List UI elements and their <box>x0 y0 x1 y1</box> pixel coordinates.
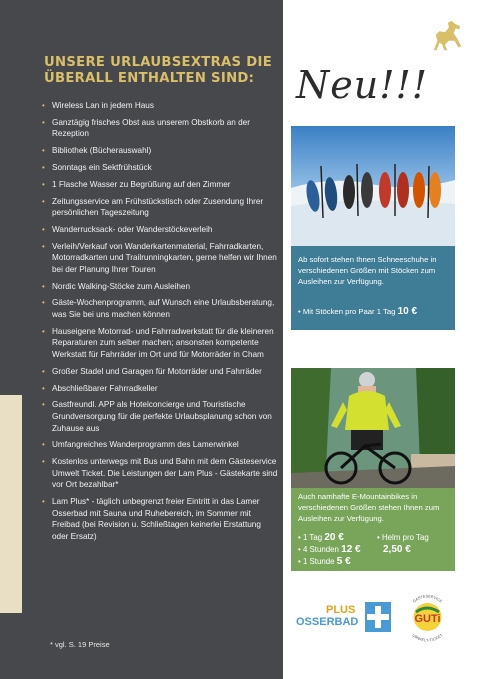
bullet-icon: • <box>42 101 45 110</box>
bullet-icon: • <box>42 146 45 156</box>
helmet-price-value: 2,50 € <box>383 544 411 555</box>
list-item: • Zeitungsservice am Frühstückstisch oder Zusendung Ihrer persönlichen Tageszeitung <box>42 196 264 218</box>
list-item: • Bibliothek (Bücherauswahl) <box>42 146 152 156</box>
snowshoe-price-value: 10 € <box>397 306 418 317</box>
new-headline: Neu!!! <box>296 63 429 107</box>
list-item: • Gastfreundl. APP als Hotelconcierge und Touristische Grundversorgung für die perfekte Urlaubsplanung schon von Zuhause aus <box>42 400 272 433</box>
list-item: • Wanderrucksack- oder Wanderstöckeverleih <box>42 224 213 234</box>
ebike-photo <box>291 368 455 488</box>
snowshoes-photo <box>291 126 455 246</box>
list-item: • Ganztägig frisches Obst aus unserem Obstkorb an der Rezeption <box>42 117 250 139</box>
list-item: • Gäste-Wochenprogramm, auf Wunsch eine Urlaubsberatung, was Sie bei uns machen können <box>42 298 275 319</box>
list-item: • Wireless Lan in jedem Haus <box>42 101 154 110</box>
helmet-price-label: • Helm pro Tag <box>377 533 429 542</box>
heading-line-2: ÜBERALL ENTHALTEN SIND: <box>44 71 255 86</box>
ebike-price-4hours: • 4 Stunden 12 € <box>298 544 361 555</box>
snowshoe-text: Ab sofort stehen Ihnen Schneeschuhe in verschiedenen Größen mit Stöcken zum Ausleihen zur Verfügung. <box>298 255 437 286</box>
plus-osserbad-logo <box>296 599 396 639</box>
list-item: • Großer Stadel und Garagen für Motorräder und Fahrräder <box>42 366 262 376</box>
snowshoe-info-panel <box>291 246 455 330</box>
list-item: • Sonntags ein Sektfrühstück <box>42 162 152 172</box>
list-item: • Verleih/Verkauf von Wanderkartenmaterial, Fahrradkarten, Motorradkarten und Trailrunningkarten, gerne helfen wir Ihnen bei der Planung Ihrer Touren <box>42 241 277 274</box>
bullet-icon: • <box>42 366 45 376</box>
bullet-icon: • <box>42 162 45 172</box>
guti-text: GUTi <box>414 613 441 625</box>
bullet-icon: • <box>42 326 45 336</box>
extras-list <box>42 100 278 548</box>
bullet-icon: • <box>42 241 45 251</box>
bullet-icon: • <box>42 224 45 234</box>
ebike-text: Auch namhafte E-Mountainbikes in verschiedenen Größen stehen Ihnen zum Ausleihen zur Verfügung. <box>298 492 440 523</box>
list-item: • Lam Plus* - täglich unbegrenzt freier Eintritt in das Lamer Osserbad mit Sauna und Ruhebereich, im Sommer mit Freibad (bei Revision u. Schließtagen keinerlei Erstattung oder Ersatz) <box>42 497 261 541</box>
list-item: • Nordic Walking-Stöcke zum Ausleihen <box>42 281 191 291</box>
osserbad-text: OSSERBAD <box>296 616 359 628</box>
ebike-price-1day: • 1 Tag 20 € <box>298 532 344 543</box>
bullet-icon: • <box>42 457 45 467</box>
bullet-icon: • <box>42 497 45 507</box>
guti-ring-bottom-text: UMWELT-TICKET <box>411 633 444 642</box>
footnote: * vgl. S. 19 Preise <box>50 640 110 649</box>
page-heading <box>44 55 274 87</box>
list-item: • Hauseigene Motorrad- und Fahrradwerkstatt für die kleineren Reparaturen zum selber machen; ansonsten kompetente Werkstatt für Fahrräder im Ort und für Motorräder in Cham <box>42 326 274 359</box>
bullet-icon: • <box>42 400 45 410</box>
list-item: • Umfangreiches Wanderprogramm des Lamerwinkel <box>42 440 239 450</box>
snowshoe-price: • Mit Stöcken pro Paar 1 Tag 10 € <box>298 306 418 317</box>
bullet-icon: • <box>42 383 45 393</box>
bullet-icon: • <box>42 281 45 291</box>
heading-line-1: UNSERE URLAUBSEXTRAS DIE <box>44 55 273 70</box>
bullet-icon: • <box>42 179 45 189</box>
bullet-icon: • <box>42 440 45 450</box>
list-item: • Abschließbarer Fahrradkeller <box>42 383 158 393</box>
guti-ring-top-text: GÄSTESERVICE <box>412 594 443 604</box>
ebike-price-1hour: • 1 Stunde 5 € <box>298 556 351 567</box>
list-item: • Kostenlos unterwegs mit Bus und Bahn mit dem Gästeservice Umwelt Ticket. Die Leistungen der Lam Plus - Gästekarte sind vor Ort bezahlbar* <box>42 457 278 490</box>
gold-accent-bar <box>0 395 22 613</box>
bullet-icon: • <box>42 196 45 206</box>
bullet-icon: • <box>42 298 45 308</box>
horse-logo-icon <box>428 18 466 54</box>
list-item: • 1 Flasche Wasser zu Begrüßung auf den Zimmer <box>42 179 231 189</box>
guti-logo <box>400 592 455 642</box>
ebike-info-panel <box>291 488 455 571</box>
bullet-icon: • <box>42 117 45 127</box>
plus-text: PLUS <box>326 604 356 616</box>
